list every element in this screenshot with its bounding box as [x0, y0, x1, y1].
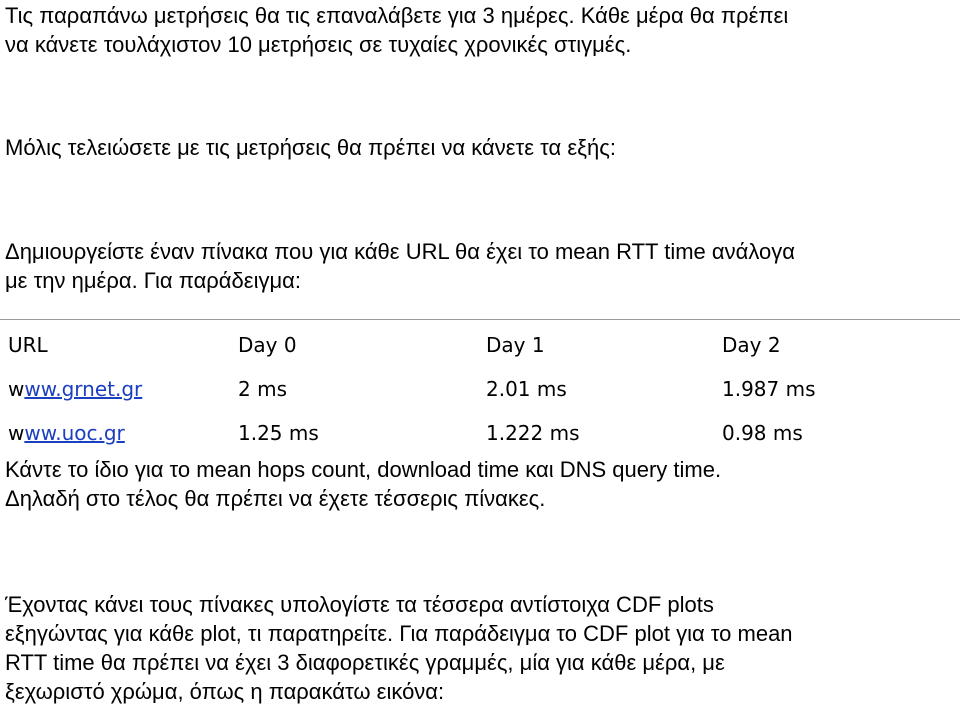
table-top-border	[0, 319, 960, 320]
table-cell-day2: 1.987 ms	[722, 377, 816, 401]
paragraph-table-instruction-line-2: με την ημέρα. Για παράδειγμα:	[5, 268, 301, 293]
url-link-grnet[interactable]: ww.grnet.gr	[24, 377, 143, 401]
paragraph-cdf-line-1: Έχοντας κάνει τους πίνακες υπολογίστε τα τέσσερα αντίστοιχα CDF plots	[5, 592, 714, 617]
paragraph-cdf-line-3: RTT time θα πρέπει να έχει 3 διαφορετικές γραμμές, μία για κάθε μέρα, με	[5, 650, 725, 675]
url-first-letter: w	[8, 377, 25, 401]
table-header-url: URL	[8, 333, 48, 357]
table-cell-day1: 1.222 ms	[486, 421, 580, 445]
table-header-day2: Day 2	[722, 333, 781, 357]
url-first-letter: w	[8, 421, 25, 445]
table-cell-day0: 2 ms	[238, 377, 287, 401]
table-cell-day2: 0.98 ms	[722, 421, 803, 445]
table-cell-url	[8, 420, 125, 446]
paragraph-next-steps: Μόλις τελειώσετε με τις μετρήσεις θα πρέπει να κάνετε τα εξής:	[5, 135, 616, 160]
paragraph-cdf-line-2: εξηγώντας για κάθε plot, τι παρατηρείτε. Για παράδειγμα το CDF plot για το mean	[5, 621, 793, 646]
paragraph-intro-line-2: να κάνετε τουλάχιστον 10 μετρήσεις σε τυχαίες χρονικές στιγμές.	[5, 32, 632, 57]
url-link-uoc[interactable]: ww.uoc.gr	[24, 421, 125, 445]
paragraph-repeat-line-2: Δηλαδή στο τέλος θα πρέπει να έχετε τέσσερις πίνακες.	[5, 486, 546, 511]
paragraph-cdf-line-4: ξεχωριστό χρώμα, όπως η παρακάτω εικόνα:	[5, 679, 445, 704]
table-cell-day1: 2.01 ms	[486, 377, 567, 401]
table-cell-day0: 1.25 ms	[238, 421, 319, 445]
paragraph-repeat-line-1: Κάντε το ίδιο για το mean hops count, download time και DNS query time.	[5, 457, 722, 482]
table-cell-url	[8, 376, 142, 402]
table-header-day1: Day 1	[486, 333, 545, 357]
paragraph-table-instruction-line-1: Δημιουργείστε έναν πίνακα που για κάθε URL θα έχει το mean RTT time ανάλογα	[5, 239, 795, 264]
table-header-day0: Day 0	[238, 333, 297, 357]
paragraph-intro-line-1: Τις παραπάνω μετρήσεις θα τις επαναλάβετε για 3 ημέρες. Κάθε μέρα θα πρέπει	[5, 3, 789, 28]
